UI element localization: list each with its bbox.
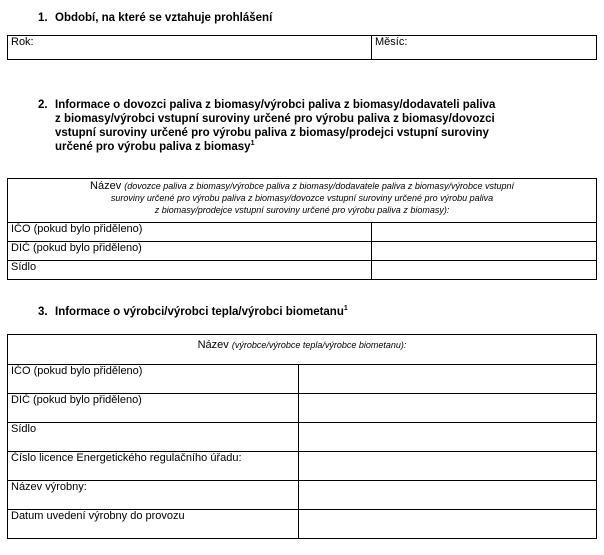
title-line: z biomasy/výrobci vstupní suroviny určené pro výrobu paliva z biomasy/dovozci [55, 113, 495, 125]
commission-date-label: Datum uvedení výrobny do provozu [8, 510, 299, 539]
ico-field[interactable] [372, 223, 597, 242]
section-number: 3. [38, 306, 48, 318]
period-table [7, 35, 597, 60]
producer-table [7, 334, 597, 539]
year-label: Rok: [11, 36, 34, 48]
footnote-mark: 1 [343, 305, 348, 313]
title-line: určené pro výrobu paliva z biomasy$^1$ [55, 140, 255, 153]
license-field[interactable] [299, 452, 597, 481]
producer-name-field[interactable] [8, 335, 597, 365]
section-1-heading [38, 11, 578, 25]
ico-label: IČO (pokud bylo přiděleno) [8, 223, 372, 242]
plant-name-field[interactable] [299, 481, 597, 510]
supplier-name-field[interactable] [8, 179, 597, 223]
name-note-line: z biomasy/prodejce vstupní suroviny určené pro výrobu paliva z biomasy): [154, 205, 450, 215]
name-label: Název [90, 180, 122, 192]
name-note-line: (dovozce paliva z biomasy/výrobce paliva z biomasy/dodavatele paliva z biomasy/výrobce vstupní [124, 181, 514, 191]
footnote-mark: 1 [250, 140, 255, 148]
name-note: (výrobce/výrobce tepla/výrobce biometanu): [231, 340, 407, 350]
ico-field[interactable] [299, 365, 597, 394]
dic-field[interactable] [299, 394, 597, 423]
section-number: 2. [38, 99, 48, 111]
dic-field[interactable] [372, 242, 597, 261]
dic-label: DIČ (pokud bylo přiděleno) [8, 394, 299, 423]
seat-label: Sídlo [8, 423, 299, 452]
section-title [55, 98, 495, 154]
month-label: Měsíc: [375, 36, 408, 48]
section-3-heading [38, 305, 593, 319]
supplier-table [7, 178, 597, 280]
ico-label: IČO (pokud bylo přiděleno) [8, 365, 299, 394]
section-title: Informace o výrobci/výrobci tepla/výrobci biometanu$^1$ [55, 305, 348, 318]
license-label: Číslo licence Energetického regulačního úřadu: [8, 452, 299, 481]
seat-field[interactable] [299, 423, 597, 452]
month-field[interactable] [372, 36, 597, 60]
title-line: vstupní suroviny určené pro výrobu paliva z biomasy/prodejci vstupní suroviny [55, 127, 489, 139]
section-title: Období, na které se vztahuje prohlášení [55, 12, 273, 24]
name-label: Název [197, 339, 229, 351]
section-2-heading [38, 98, 593, 156]
section-number: 1. [38, 12, 48, 24]
title-line: Informace o dovozci paliva z biomasy/výrobci paliva z biomasy/dodavateli paliva [55, 99, 496, 111]
dic-label: DIČ (pokud bylo přiděleno) [8, 242, 372, 261]
name-note-line: suroviny určené pro výrobu paliva z biomasy/dovozce vstupní suroviny určené pro výrobu paliva [110, 193, 494, 203]
commission-date-field[interactable] [299, 510, 597, 539]
year-field[interactable] [8, 36, 372, 60]
plant-name-label: Název výrobny: [8, 481, 299, 510]
seat-field[interactable] [372, 261, 597, 280]
seat-label: Sídlo [8, 261, 372, 280]
